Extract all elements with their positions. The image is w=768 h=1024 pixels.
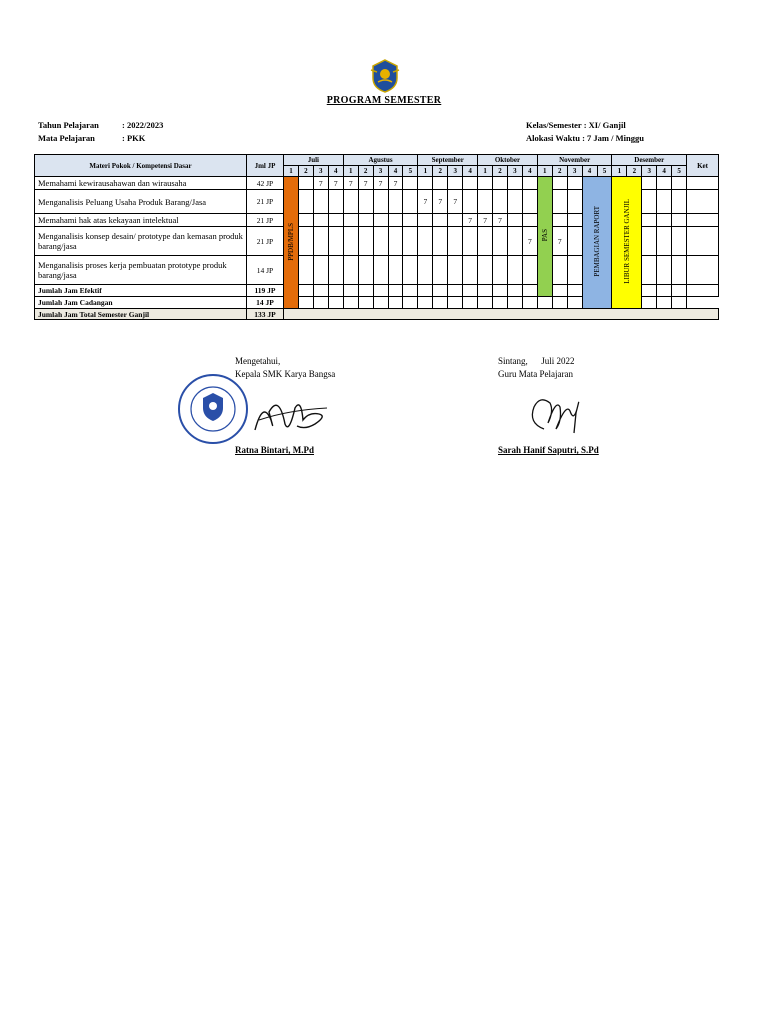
header-materi: Materi Pokok / Kompetensi Dasar: [35, 155, 247, 177]
week-cell: [522, 256, 537, 285]
week-cell: [672, 214, 687, 227]
week-cell: [418, 285, 433, 297]
school-logo: [367, 58, 403, 94]
sign-line-1: Sintang, Juli 2022: [498, 356, 575, 366]
header-week: 2: [552, 166, 567, 177]
week-cell: [358, 285, 373, 297]
header-week: 1: [418, 166, 433, 177]
week-cell: 7: [552, 227, 567, 256]
week-cell: [657, 297, 672, 309]
week-cell: [403, 214, 418, 227]
header-week: 3: [373, 166, 388, 177]
header-month: Oktober: [478, 155, 538, 166]
week-cell: [657, 190, 672, 214]
meta-value: : 7 Jam / Minggu: [582, 133, 644, 143]
header-week: 1: [537, 166, 552, 177]
header-month: Desember: [612, 155, 687, 166]
week-cell: [313, 214, 328, 227]
libur-label: LIBUR SEMESTER GANJIL: [622, 199, 631, 284]
header-week: 4: [582, 166, 597, 177]
sign-line-1: Mengetahui,: [235, 356, 281, 366]
week-cell: [328, 285, 343, 297]
week-cell: [552, 285, 567, 297]
week-cell: [388, 227, 403, 256]
signature-block-teacher: [498, 355, 599, 455]
week-cell: [672, 190, 687, 214]
week-cell: [507, 285, 522, 297]
week-cell: [552, 190, 567, 214]
week-cell: [642, 285, 657, 297]
week-cell: 7: [448, 190, 463, 214]
week-cell: [463, 190, 478, 214]
week-cell: [463, 227, 478, 256]
week-cell: [373, 285, 388, 297]
week-cell: [373, 214, 388, 227]
week-cell: [433, 297, 448, 309]
week-cell: [433, 214, 448, 227]
week-cell: [522, 297, 537, 309]
week-cell: [358, 227, 373, 256]
week-cell: [298, 227, 313, 256]
week-cell: [328, 297, 343, 309]
semester-program-table: [34, 154, 719, 320]
header-week: 1: [343, 166, 358, 177]
week-cell: [448, 285, 463, 297]
week-cell: [418, 177, 433, 190]
week-cell: [343, 227, 358, 256]
week-cell: [507, 190, 522, 214]
teacher-name: Sarah Hanif Saputri, S.Pd: [498, 445, 599, 455]
week-cell: 7: [388, 177, 403, 190]
week-cell: [328, 214, 343, 227]
week-cell: [642, 297, 657, 309]
week-cell: 7: [418, 190, 433, 214]
week-cell: [657, 285, 672, 297]
header-week: 4: [522, 166, 537, 177]
week-cell: [313, 190, 328, 214]
week-cell: [343, 285, 358, 297]
week-cell: [328, 256, 343, 285]
week-cell: [567, 227, 582, 256]
jp-cell: 21 JP: [247, 227, 284, 256]
week-cell: [388, 285, 403, 297]
week-cell: [567, 256, 582, 285]
week-cell: [298, 214, 313, 227]
jp-cell: 14 JP: [247, 256, 284, 285]
header-week: 1: [284, 166, 299, 177]
week-cell: [522, 177, 537, 190]
header-jml-jp: Jml JP: [247, 155, 284, 177]
week-cell: [388, 297, 403, 309]
week-cell: [403, 177, 418, 190]
week-cell: [298, 256, 313, 285]
header-week: 4: [328, 166, 343, 177]
ket-cell: [687, 177, 719, 190]
week-cell: [298, 297, 313, 309]
week-cell: [672, 177, 687, 190]
week-cell: [493, 297, 508, 309]
week-cell: [313, 256, 328, 285]
school-stamp: [176, 369, 250, 449]
week-cell: [493, 190, 508, 214]
ppdb-mpls-block: [284, 177, 299, 309]
week-cell: [567, 177, 582, 190]
week-cell: [567, 297, 582, 309]
week-cell: [552, 177, 567, 190]
header-week: 1: [612, 166, 627, 177]
signature-teacher: [526, 393, 586, 439]
week-cell: [463, 256, 478, 285]
ket-cell: [687, 256, 719, 285]
week-cell: [507, 297, 522, 309]
week-cell: [642, 227, 657, 256]
week-cell: [298, 285, 313, 297]
week-cell: [343, 297, 358, 309]
summary-label: Jumlah Jam Cadangan: [35, 297, 247, 309]
week-cell: [493, 227, 508, 256]
meta-key: Tahun Pelajaran: [38, 120, 99, 130]
week-cell: [313, 285, 328, 297]
week-cell: [373, 227, 388, 256]
jp-cell: 21 JP: [247, 214, 284, 227]
pas-label: PAS: [540, 229, 549, 242]
week-cell: [657, 177, 672, 190]
meta-key: Mata Pelajaran: [38, 133, 95, 143]
week-cell: [493, 285, 508, 297]
header-ket: Ket: [687, 155, 719, 177]
materi-cell: Menganalisis konsep desain/ prototype dan kemasan produk barang/jasa: [35, 227, 247, 256]
week-cell: [358, 297, 373, 309]
week-cell: 7: [313, 177, 328, 190]
week-cell: [448, 297, 463, 309]
week-cell: [358, 256, 373, 285]
week-cell: [418, 256, 433, 285]
header-month: Agustus: [343, 155, 418, 166]
week-cell: [507, 214, 522, 227]
meta-value: : PKK: [122, 133, 146, 143]
table-row: [35, 177, 719, 190]
principal-name: Ratna Bintari, M.Pd: [235, 445, 315, 455]
header-week: 5: [672, 166, 687, 177]
header-week: 4: [657, 166, 672, 177]
week-cell: 7: [433, 190, 448, 214]
header-month: Juli: [284, 155, 344, 166]
ket-cell: [672, 297, 687, 309]
header-week: 2: [298, 166, 313, 177]
meta-key: Kelas/Semester: [526, 120, 582, 130]
jp-cell: 21 JP: [247, 190, 284, 214]
ket-cell: [687, 214, 719, 227]
week-cell: [463, 177, 478, 190]
materi-cell: Memahami kewirausahawan dan wirausaha: [35, 177, 247, 190]
week-cell: [403, 227, 418, 256]
week-cell: [358, 190, 373, 214]
week-cell: [328, 190, 343, 214]
pembagian-raport-block: [582, 177, 612, 309]
week-cell: [657, 227, 672, 256]
week-cell: 7: [493, 214, 508, 227]
header-week: 3: [507, 166, 522, 177]
ket-cell: [687, 190, 719, 214]
ppdb-label: PPDB/MPLS: [286, 222, 295, 261]
week-cell: [448, 256, 463, 285]
materi-cell: Memahami hak atas kekayaan intelektual: [35, 214, 247, 227]
week-cell: [657, 214, 672, 227]
week-cell: [418, 297, 433, 309]
header-month: November: [537, 155, 612, 166]
header-week: 2: [493, 166, 508, 177]
summary-value: 119 JP: [247, 285, 284, 297]
week-cell: [507, 177, 522, 190]
week-cell: 7: [328, 177, 343, 190]
header-week: 5: [403, 166, 418, 177]
meta-value: : 2022/2023: [122, 120, 164, 130]
week-cell: 7: [343, 177, 358, 190]
week-cell: [672, 256, 687, 285]
week-cell: [567, 190, 582, 214]
week-cell: [522, 190, 537, 214]
week-cell: [373, 190, 388, 214]
week-cell: [463, 297, 478, 309]
week-cell: [507, 256, 522, 285]
meta-left: [38, 119, 163, 145]
week-cell: [373, 256, 388, 285]
header-week: 3: [313, 166, 328, 177]
week-cell: [522, 285, 537, 297]
total-filler: [284, 309, 719, 320]
week-cell: [567, 214, 582, 227]
week-cell: 7: [522, 227, 537, 256]
week-cell: [642, 214, 657, 227]
week-cell: [448, 227, 463, 256]
header-week: 3: [642, 166, 657, 177]
week-cell: 7: [478, 214, 493, 227]
jp-cell: 42 JP: [247, 177, 284, 190]
header-row-months: [35, 155, 719, 166]
week-cell: [493, 256, 508, 285]
week-cell: [522, 214, 537, 227]
week-cell: 7: [373, 177, 388, 190]
page-title: PROGRAM SEMESTER: [326, 95, 442, 106]
header-week: 1: [478, 166, 493, 177]
week-cell: [403, 285, 418, 297]
week-cell: [478, 285, 493, 297]
header-week: 3: [448, 166, 463, 177]
week-cell: [388, 214, 403, 227]
week-cell: [343, 214, 358, 227]
week-cell: [463, 285, 478, 297]
week-cell: [313, 227, 328, 256]
meta-right: [526, 119, 644, 145]
header-week: 3: [567, 166, 582, 177]
meta-value: : XI/ Ganjil: [583, 120, 626, 130]
meta-key: Alokasi Waktu: [526, 133, 580, 143]
sign-line-2: Guru Mata Pelajaran: [498, 369, 573, 379]
week-cell: [642, 190, 657, 214]
week-cell: [403, 297, 418, 309]
header-week: 4: [463, 166, 478, 177]
summary-label: Jumlah Jam Efektif: [35, 285, 247, 297]
week-cell: [567, 285, 582, 297]
week-cell: [478, 297, 493, 309]
header-month: September: [418, 155, 478, 166]
ket-cell: [687, 227, 719, 256]
week-cell: [478, 227, 493, 256]
materi-cell: Menganalisis proses kerja pembuatan prototype produk barang/jasa: [35, 256, 247, 285]
header-week: 4: [388, 166, 403, 177]
week-cell: [672, 285, 687, 297]
week-cell: [433, 285, 448, 297]
summary-value: 14 JP: [247, 297, 284, 309]
libur-semester-block: [612, 177, 642, 309]
week-cell: [657, 256, 672, 285]
week-cell: [537, 297, 552, 309]
week-cell: [373, 297, 388, 309]
week-cell: [552, 297, 567, 309]
week-cell: [642, 177, 657, 190]
week-cell: [478, 190, 493, 214]
header-week: 2: [358, 166, 373, 177]
week-cell: [418, 227, 433, 256]
week-cell: 7: [358, 177, 373, 190]
header-week: 2: [433, 166, 448, 177]
week-cell: [493, 177, 508, 190]
week-cell: [552, 256, 567, 285]
signature-block-principal: [235, 355, 336, 455]
week-cell: [433, 227, 448, 256]
signature-principal: [249, 390, 333, 442]
week-cell: [478, 177, 493, 190]
header-week: 5: [597, 166, 612, 177]
week-cell: [433, 177, 448, 190]
total-row: [35, 309, 719, 320]
week-cell: [478, 256, 493, 285]
week-cell: [672, 227, 687, 256]
total-label: Jumlah Jam Total Semester Ganjil: [35, 309, 247, 320]
week-cell: [448, 214, 463, 227]
week-cell: [552, 214, 567, 227]
week-cell: [343, 190, 358, 214]
total-value: 133 JP: [247, 309, 284, 320]
week-cell: [298, 190, 313, 214]
materi-cell: Menganalisis Peluang Usaha Produk Barang/Jasa: [35, 190, 247, 214]
week-cell: [388, 256, 403, 285]
week-cell: [507, 227, 522, 256]
week-cell: [448, 177, 463, 190]
raport-label: PEMBAGIAN RAPORT: [593, 206, 602, 277]
week-cell: [388, 190, 403, 214]
week-cell: [418, 214, 433, 227]
week-cell: [403, 190, 418, 214]
sign-line-2: Kepala SMK Karya Bangsa: [235, 369, 336, 379]
week-cell: 7: [463, 214, 478, 227]
week-cell: [328, 227, 343, 256]
week-cell: [343, 256, 358, 285]
pas-block: [537, 177, 552, 297]
week-cell: [298, 177, 313, 190]
week-cell: [358, 214, 373, 227]
ket-cell: [687, 285, 719, 297]
week-cell: [433, 256, 448, 285]
header-week: 2: [627, 166, 642, 177]
week-cell: [642, 256, 657, 285]
week-cell: [403, 256, 418, 285]
week-cell: [313, 297, 328, 309]
